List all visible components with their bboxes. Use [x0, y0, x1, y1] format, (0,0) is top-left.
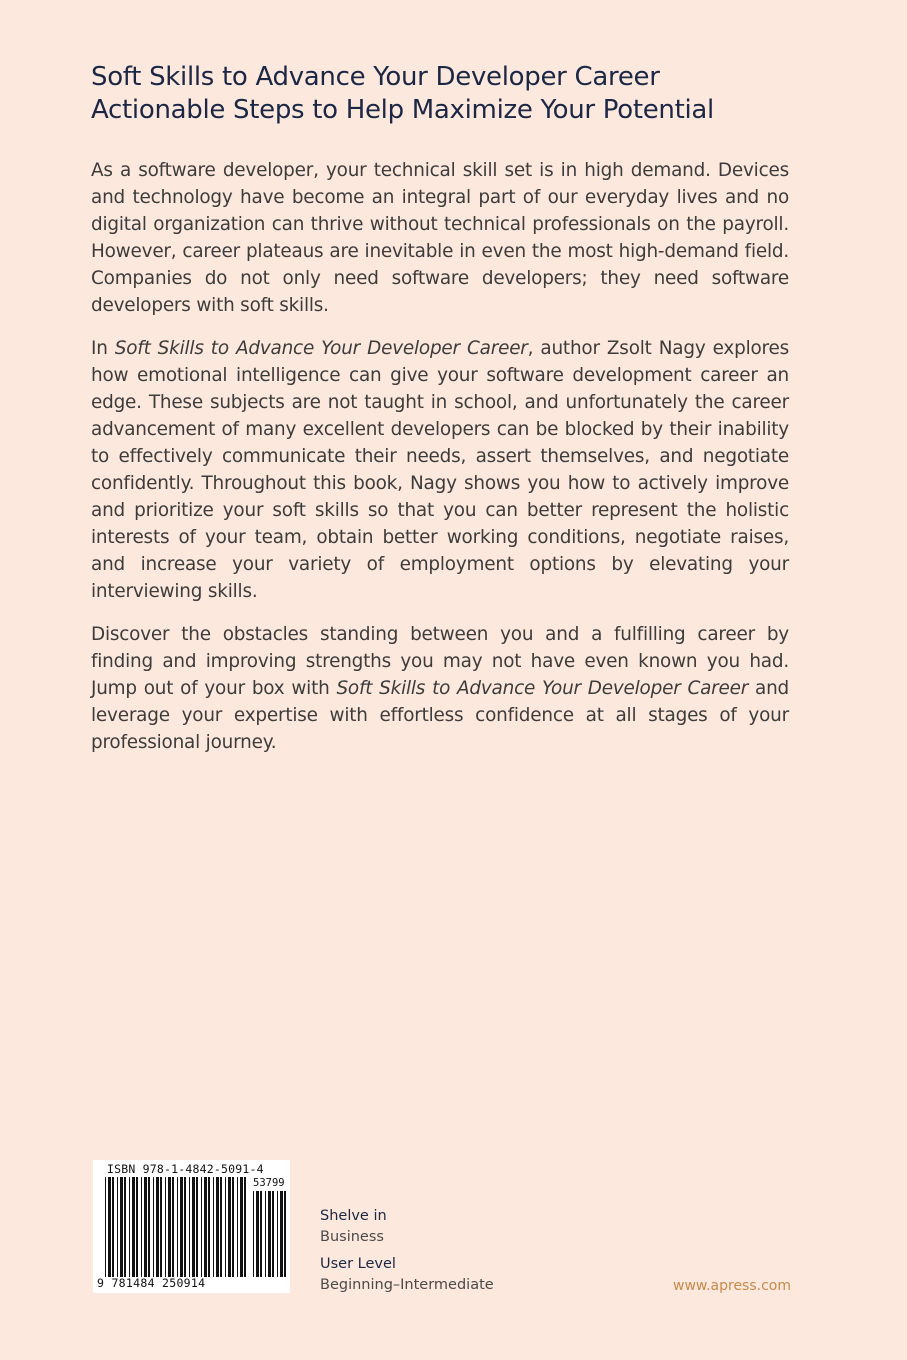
barcode-box [93, 1160, 290, 1293]
shelf-info [320, 1206, 494, 1302]
book-title: Soft Skills to Advance Your Developer Career [91, 62, 660, 92]
barcode-bar [136, 1177, 138, 1277]
barcode-bar [213, 1177, 214, 1277]
barcode-bar [196, 1177, 198, 1277]
barcode-bar [240, 1177, 243, 1277]
level-group [320, 1254, 494, 1296]
barcode-bar [244, 1177, 246, 1277]
barcode-bar [237, 1177, 238, 1277]
barcode-bar [228, 1177, 231, 1277]
barcode-bar [208, 1177, 210, 1277]
barcode-bar [265, 1191, 266, 1277]
shelve-label: Shelve in [320, 1208, 387, 1224]
isbn-text: ISBN 978-1-4842-5091-4 [107, 1162, 264, 1176]
blurb-p2-rest: , author Zsolt Nagy explores how emotional intelligence can give your software development career an edge. These subjects are not taught in school, and unfortunately the career advancement of many excellent developers can be blocked by their inability to effectively communicate their needs, assert themselves, and negotiate confidently. Throughout this book, Nagy shows you how to actively improve and prioritize your soft skills so that you can better represent the holistic interests of your team, obtain better working conditions, negotiate raises, and increase your variety of employment options by elevating your interviewing skills. [91, 338, 789, 602]
barcode-bar [177, 1177, 178, 1277]
barcode-bar [112, 1177, 114, 1277]
blurb-p2-start: In [91, 338, 115, 359]
barcode-bar [280, 1191, 283, 1277]
barcode-bar [124, 1177, 126, 1277]
barcode-bar [272, 1191, 274, 1277]
barcode-bar [204, 1177, 207, 1277]
shelve-value: Business [320, 1229, 384, 1245]
blurb [91, 157, 789, 772]
shelve-group [320, 1206, 494, 1248]
barcode-bar [189, 1177, 190, 1277]
blurb-p2-book-title: Soft Skills to Advance Your Developer Career [114, 338, 528, 359]
barcode-bar [277, 1191, 278, 1277]
price-code: 53799 [253, 1177, 285, 1189]
barcode-bar [144, 1177, 147, 1277]
barcode-bar [132, 1177, 135, 1277]
barcode-bar [232, 1177, 234, 1277]
barcode-bar [284, 1191, 286, 1277]
barcode-bar [201, 1177, 202, 1277]
barcode-bar [168, 1177, 171, 1277]
barcode-bar [141, 1177, 142, 1277]
barcode-bar [253, 1191, 254, 1277]
barcode-bar [120, 1177, 123, 1277]
barcode-bar [225, 1177, 226, 1277]
ean-digits: 9 781484 250914 [97, 1276, 206, 1290]
blurb-paragraph-2 [91, 335, 789, 605]
barcode-bar [108, 1177, 111, 1277]
publisher-website[interactable]: www.apress.com [673, 1278, 791, 1294]
level-value: Beginning–Intermediate [320, 1277, 494, 1293]
barcode-bar [129, 1177, 130, 1277]
barcode-bar [105, 1177, 106, 1277]
barcode-bar [260, 1191, 262, 1277]
blurb-paragraph-1: As a software developer, your technical skill set is in high demand. Devices and technology have become an integral part of our everyday lives and no digital organization can thrive without technical professionals on the payroll. However, career plateaus are inevitable in even the most high-demand field. Companies do not only need software developers; they need software developers with soft skills. [91, 160, 789, 316]
blurb-p3-book-title: Soft Skills to Advance Your Developer Career [336, 678, 749, 699]
barcode-bar [184, 1177, 186, 1277]
book-subtitle: Actionable Steps to Help Maximize Your Potential [91, 95, 714, 125]
barcode-bar [160, 1177, 162, 1277]
barcode-bar [156, 1177, 159, 1277]
barcode-bar [220, 1177, 222, 1277]
barcode-bar [165, 1177, 166, 1277]
barcode-bar [148, 1177, 150, 1277]
barcode-bar [268, 1191, 271, 1277]
barcode-bar [180, 1177, 183, 1277]
blurb-p3-rest: and leverage your expertise with effortless confidence at all stages of your professional journey. [91, 678, 789, 753]
barcode-bar [256, 1191, 259, 1277]
level-label: User Level [320, 1256, 396, 1272]
barcode-bar [192, 1177, 195, 1277]
barcode-bar [153, 1177, 154, 1277]
price-barcode [253, 1191, 287, 1277]
blurb-paragraph-3 [91, 621, 789, 756]
barcode-bar [172, 1177, 174, 1277]
blurb-p3-start: Discover the obstacles standing between you and a fulfilling career by finding and improving strengths you may not have even known you had. Jump out of your box with [91, 624, 789, 699]
ean-barcode [105, 1177, 251, 1277]
barcode-bar [216, 1177, 219, 1277]
barcode-bar [117, 1177, 118, 1277]
